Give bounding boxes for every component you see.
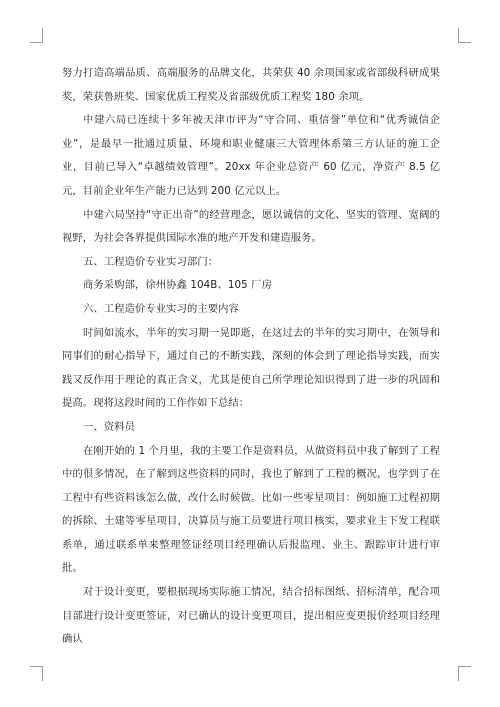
paragraph-internship-summary: 时间如流水，半年的实习期一晃即逝，在这过去的半年的实习期中，在领导和同事们的耐心指导下，通过自己的不断实践，深刻的体会到了理论指导实践，而实践又反作用于理论的真正含义，尤其是使自己所学理论知识得到了进一步的巩固和提高。现将这段时间的工作作如下总结：	[62, 326, 440, 410]
paragraph-department-detail: 商务采购部，徐州协鑫 104B、105 厂房	[83, 279, 272, 292]
paragraph-document-clerk-work: 在刚开始的 1 个月里，我的主要工作是资料员，从做资料员中我了解到了工程中的很多情况，在了解到这些资料的同时，我也了解到了工程的概况，也学到了在工程中有些资料该怎么做，改什么时候做。比如一些零星项目：例如施工过程初期的拆除、土建等零星项目，决算员与施工员要进行项目核实，要求业主下发工程联系单，通过联系单来整理签证经项目经理确认后报监理、业主、跟踪审计进行审批。	[62, 444, 440, 575]
paragraph-credit-certification: 中建六局已连续十多年被天津市评为“守合同、重信誉”单位和“优秀诚信企业”，是最早一批通过质量、环境和职业健康三大管理体系第三方认证的施工企业，目前已导入“卓越绩效管理”。20xx 年企业总资产 60 亿元，净资产 8.5 亿元，目前企业年生产能力已达到 200 亿元以上。	[62, 114, 440, 197]
subheading-document-clerk: 一、资料员	[83, 420, 135, 433]
crop-mark-bottom-right	[458, 666, 471, 681]
section-heading-internship-department: 五、工程造价专业实习部门：	[83, 255, 219, 268]
paragraph-brand-awards: 努力打造高端品质、高端服务的品牌文化，共荣获 40 余项国家或省部级科研成果奖，荣获鲁班奖、国家优质工程奖及省部级优质工程奖 180 余项。	[62, 67, 440, 103]
section-heading-internship-content: 六、工程造价专业实习的主要内容	[83, 302, 239, 315]
paragraph-business-philosophy: 中建六局坚持“守正出奇”的经营理念，愿以诚信的文化、坚实的管理、宽阔的视野，为社会各界提供国际水准的地产开发和建造服务。	[62, 208, 440, 245]
crop-mark-bottom-left	[30, 666, 43, 681]
crop-mark-top-right	[458, 28, 471, 43]
paragraph-design-change: 对于设计变更，要根据现场实际施工情况，结合招标图纸、招标清单，配合项目部进行设计变更签证，对已确认的设计变更项目，提出相应变更报价经项目经理确认	[62, 586, 440, 646]
crop-mark-top-left	[30, 28, 43, 43]
document-body	[62, 62, 440, 652]
